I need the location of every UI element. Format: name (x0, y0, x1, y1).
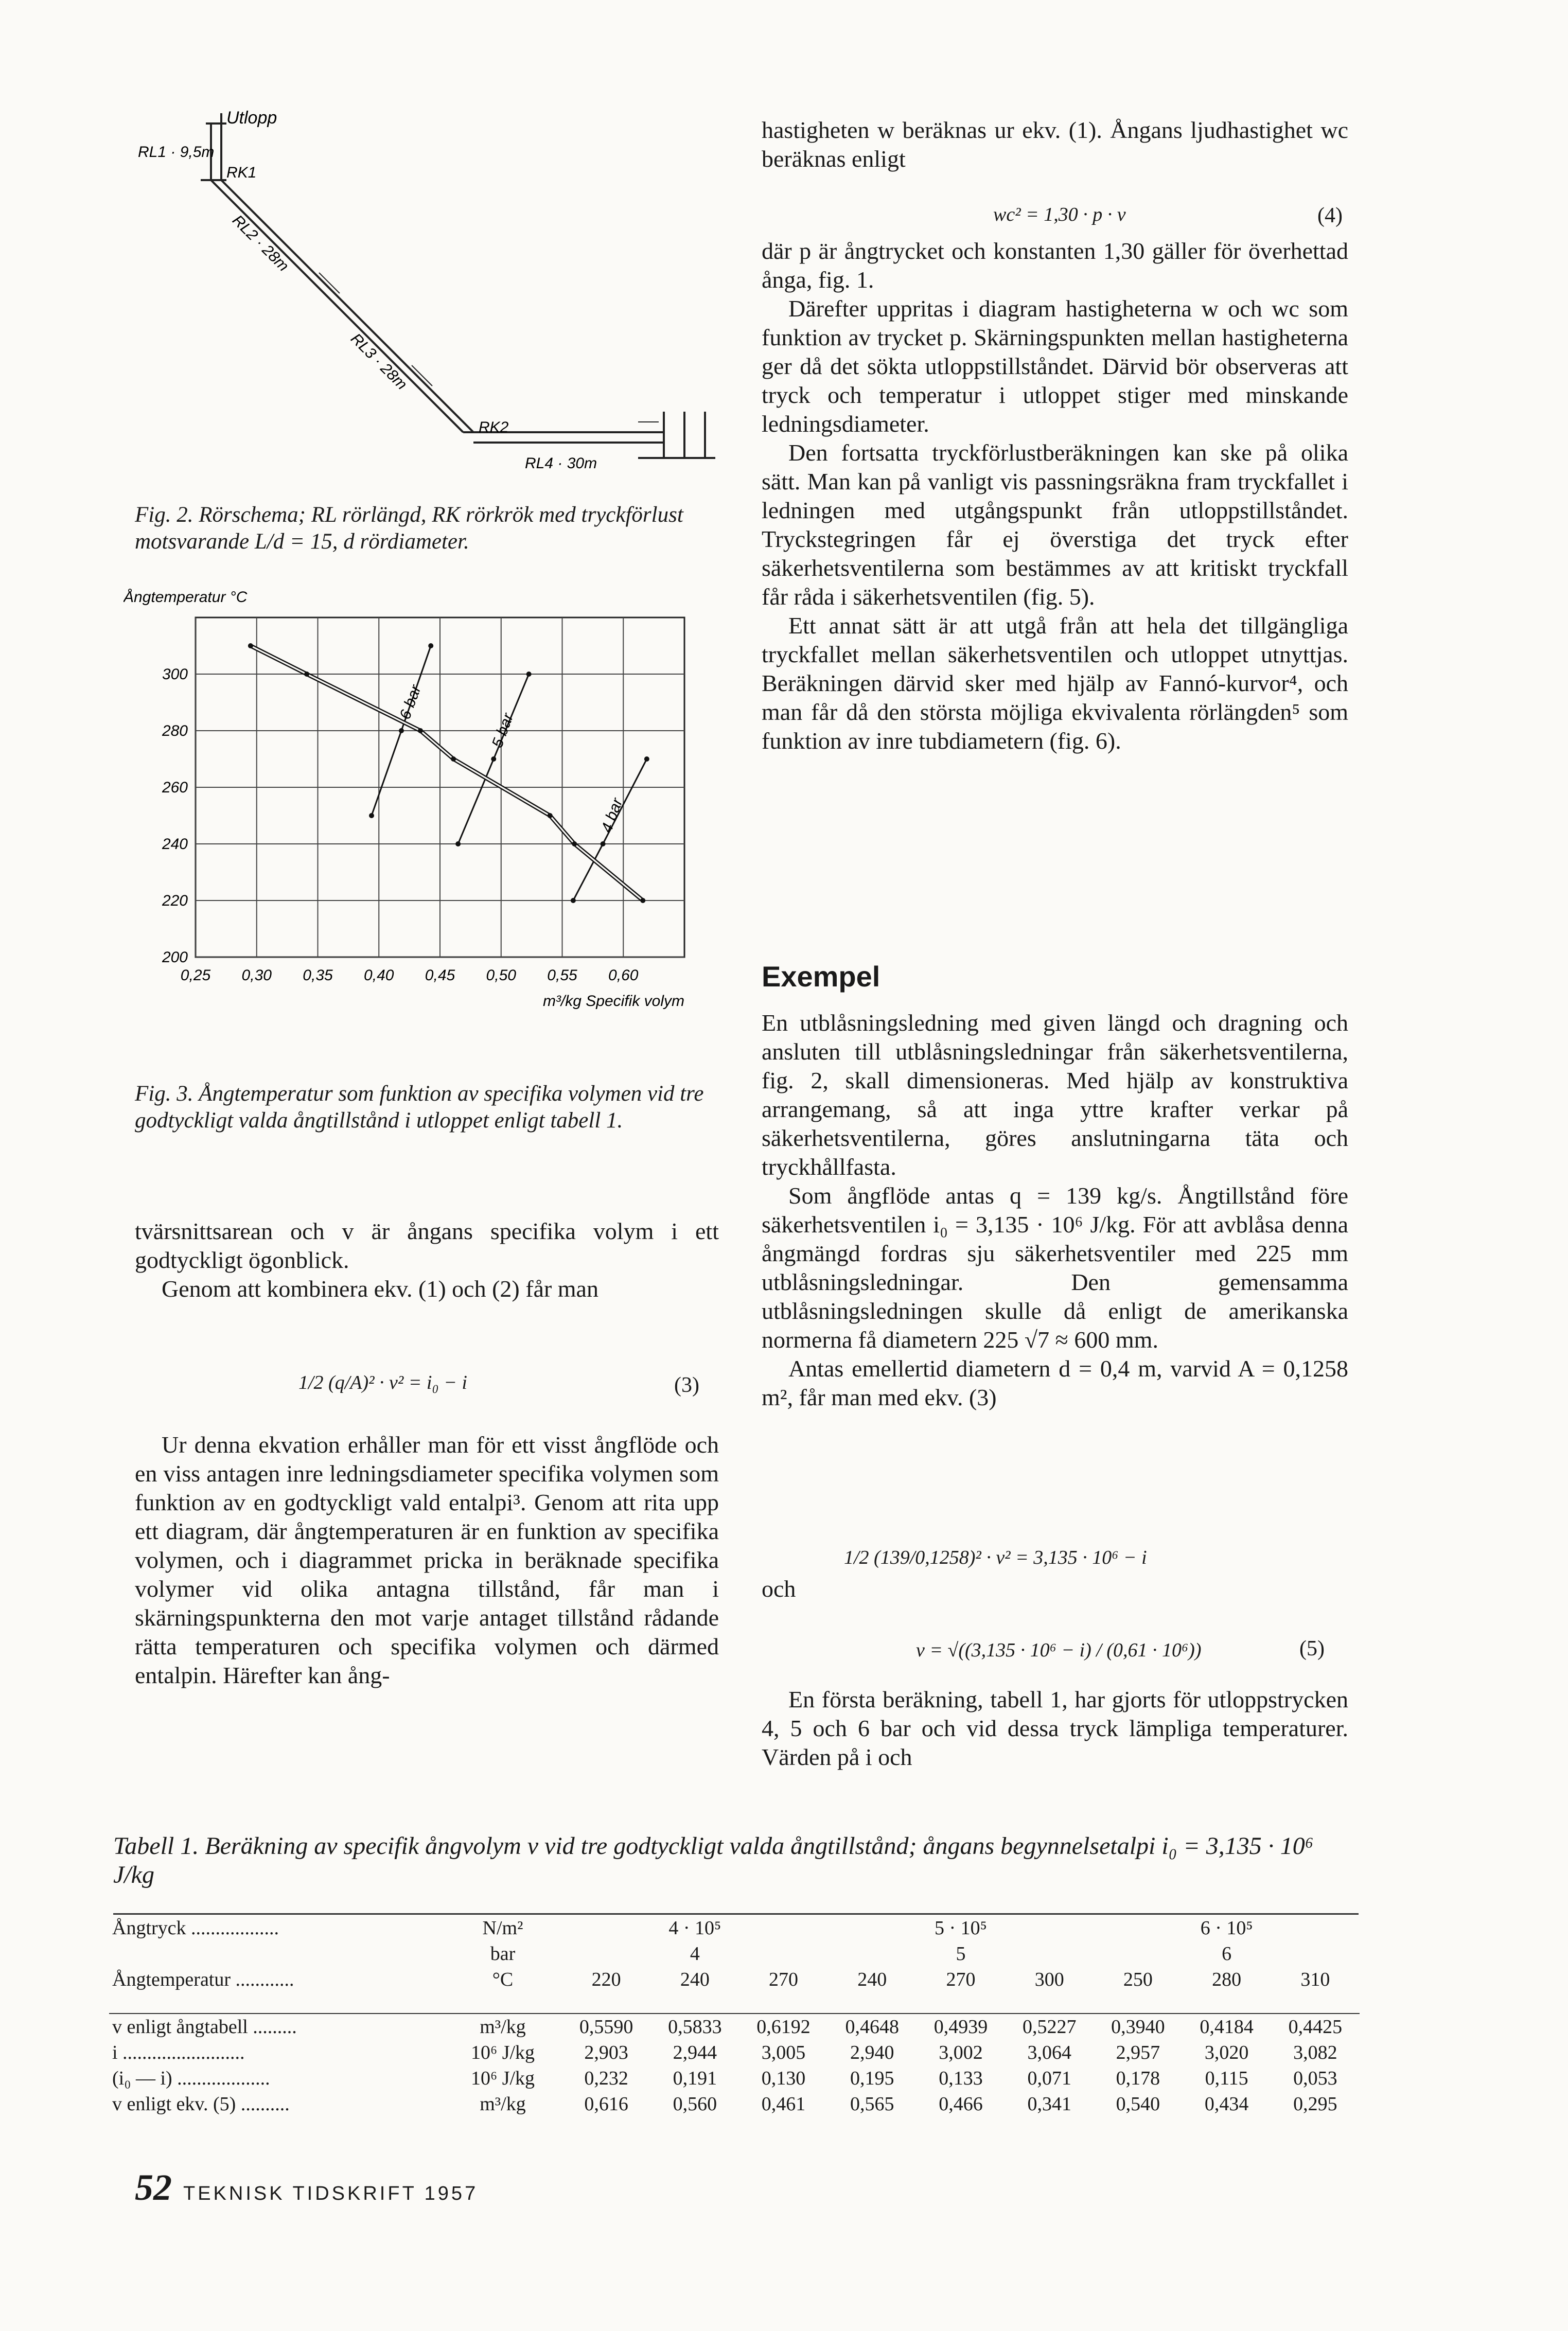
table-cell: 310 (1300, 1969, 1330, 1990)
right-paragraph-4: Den fortsatta tryckförlustberäkningen kan ske på olika sätt. Man kan på vanligt vis passningsräkna fram tryckfallet i ledningen med utgångspunkt från utloppstillståndet. Tryckstegringen får ej överstiga det tryck efter säkerhetsventilerna som bestämmes av att kritiskt tryckfall får råda i säkerhetsventilen (fig. 5). (762, 439, 1348, 610)
table-cell: 0,434 (1204, 2093, 1249, 2115)
table-cell: 5 · 10⁵ (935, 1917, 987, 1939)
data-point (526, 672, 532, 677)
table-cell: 2,957 (1116, 2042, 1160, 2063)
y-tick-label: 300 (162, 666, 188, 683)
table-cell: 3,020 (1204, 2042, 1249, 2063)
table-cell: 10⁶ J/kg (470, 2042, 535, 2063)
table-cell: 3,064 (1027, 2042, 1071, 2063)
x-tick-label: 0,45 (425, 967, 455, 984)
x-tick-label: 0,40 (364, 967, 394, 984)
series-line-ekv5-inner (251, 646, 643, 900)
fig2-label-rk2: RK2 (479, 419, 509, 436)
series-label: 4 bar (598, 796, 626, 835)
table-cell: 0,616 (584, 2093, 628, 2115)
table-cell: 0,178 (1116, 2068, 1160, 2089)
table-cell: 0,466 (939, 2093, 983, 2115)
data-point (304, 672, 309, 677)
data-point (491, 756, 496, 762)
fig2-label-utlopp: Utlopp (226, 108, 277, 128)
fig2-caption: Fig. 2. Rörschema; RL rörlängd, RK rörkrök med tryckförlust motsvarande L/d = 15, d rördiameter. (135, 503, 683, 554)
y-tick-label: 240 (162, 836, 188, 853)
table-cell: °C (492, 1969, 514, 1990)
data-point (248, 643, 253, 648)
table-cell: 6 · 10⁵ (1200, 1917, 1253, 1939)
right-och: och (762, 1576, 796, 1602)
table-cell: 0,071 (1027, 2068, 1071, 2089)
x-tick-label: 0,50 (486, 967, 516, 984)
equation-4-number: (4) (1317, 204, 1343, 227)
table-cell: v enligt ångtabell ......... (112, 2016, 297, 2038)
table-cell: 0,4184 (1200, 2016, 1254, 2038)
fig2-pipe-diagram (124, 103, 741, 515)
table-cell: 280 (1212, 1969, 1242, 1990)
equation-a: 1/2 (139/0,1258)² · v² = 3,135 · 10⁶ − i (844, 1547, 1147, 1568)
table-cell: m³/kg (480, 2093, 526, 2115)
series-label: 6 bar (396, 682, 425, 722)
data-point (451, 756, 456, 762)
x-tick-label: 0,60 (608, 967, 639, 984)
series-label: 5 bar (488, 711, 517, 750)
table-cell: Ångtryck .................. (112, 1917, 279, 1939)
page-number: 52 (135, 2167, 172, 2208)
table-cell: 0,461 (761, 2093, 806, 2115)
table-cell: 300 (1034, 1969, 1064, 1990)
table-cell: 0,5590 (579, 2016, 633, 2038)
table-cell: bar (490, 1943, 516, 1965)
table-cell: 0,540 (1116, 2093, 1160, 2115)
table-cell: 0,232 (584, 2068, 628, 2089)
data-point (572, 841, 577, 846)
table-cell: m³/kg (480, 2016, 526, 2038)
fig2-label-rk1: RK1 (226, 164, 257, 181)
table-cell: 0,6192 (756, 2016, 811, 2038)
table-cell: 5 (956, 1943, 966, 1965)
table-cell: 2,944 (673, 2042, 717, 2063)
table-cell: 0,4939 (933, 2016, 988, 2038)
data-point (455, 841, 461, 846)
y-tick-label: 260 (162, 779, 188, 796)
table-cell: 0,4648 (845, 2016, 900, 2038)
table-cell: 0,3940 (1111, 2016, 1165, 2038)
table-cell: 220 (591, 1969, 621, 1990)
table-row (109, 1967, 1360, 1992)
y-tick-label: 200 (162, 949, 188, 966)
table-cell: 0,195 (850, 2068, 894, 2089)
x-tick-label: 0,25 (180, 967, 211, 984)
left-paragraph-3: Ur denna ekvation erhåller man för ett visst ångflöde och en viss antagen inre ledningsdiameter specifika volymen som funktion av en godtyckligt vald entalpi³. Genom att rita upp ett diagram, där ångtemperaturen är en funktion av specifika volymen, och i diagrammet pricka in beräknade specifika volymer vid olika antagna tillstånd, får man i skärningspunkterna den mot varje antaget tillstånd rådande rätta temperaturen och specifika volymen och därmed entalpin. Härefter kan ång- (135, 1432, 719, 1688)
table-cell: 0,133 (939, 2068, 983, 2089)
equation-3-number: (3) (674, 1373, 699, 1397)
fig3-chart (124, 576, 741, 1070)
x-tick-label: 0,30 (241, 967, 272, 984)
y-axis-label: Ångtemperatur °C (124, 589, 248, 606)
table-cell: 0,130 (761, 2068, 806, 2089)
x-tick-label: 0,35 (303, 967, 333, 984)
table-cell: 0,053 (1293, 2068, 1337, 2089)
data-point (640, 898, 645, 903)
y-tick-label: 280 (162, 722, 188, 739)
table-cell: 10⁶ J/kg (470, 2068, 535, 2089)
table-cell: 0,341 (1027, 2093, 1071, 2115)
table-cell: 6 (1222, 1943, 1232, 1965)
right-paragraph-5: Ett annat sätt är att utgå från att hela det tillgängliga tryckfallet mellan säkerhetsventilen och utloppet utnyttjas. Beräkningen därvid sker med hjälp av Fannó-kurvor⁴, och man får då den största möjliga ekvivalenta rörlängden⁵ som funktion av inre tubdiametern (fig. 6). (762, 612, 1348, 754)
table-row (109, 1915, 1360, 1941)
table-cell: 0,560 (673, 2093, 717, 2115)
table-cell: 4 · 10⁵ (668, 1917, 721, 1939)
table-row (109, 2040, 1360, 2065)
table-cell: N/m² (482, 1917, 523, 1939)
table-row (109, 1941, 1360, 1967)
footer (135, 2166, 478, 2209)
data-point (418, 728, 423, 733)
table-cell: 240 (680, 1969, 710, 1990)
table1-caption: Tabell 1. Beräkning av specifik ångvolym v vid tre godtyckligt valda ångtillstånd; ångans begynnelsetalpi i₀ = 3,135 · 10⁶ J/kg (113, 1832, 1314, 1888)
data-point (548, 813, 553, 818)
table1 (109, 1915, 1360, 2117)
table-cell: 2,940 (850, 2042, 894, 2063)
table-cell: v enligt ekv. (5) .......... (112, 2093, 290, 2115)
fig3-caption: Fig. 3. Ångtemperatur som funktion av specifika volymen vid tre godtyckligt valda ångtillstånd i utloppet enligt tabell 1. (135, 1082, 704, 1133)
right-paragraph-7: Som ångflöde antas q = 139 kg/s. Ångtillstånd före säkerhetsventilen i₀ = 3,135 · 10⁶ J/kg. För att avblåsa denna ångmängd fordras sju säkerhetsventiler med 225 mm utblåsningsledningar. Den gemensamma utblåsningsledningen skulle då enligt de amerikanska normerna få diametern 225 √7 ≈ 600 mm. (762, 1182, 1348, 1353)
table-cell: 240 (857, 1969, 887, 1990)
table-cell: 250 (1123, 1969, 1153, 1990)
data-point (369, 813, 374, 818)
table-cell: Ångtemperatur ............ (112, 1969, 294, 1990)
fig2-label-rl1: RL1 · 9,5m (138, 144, 215, 161)
table-cell: i ......................... (112, 2042, 245, 2063)
table-cell: 4 (690, 1943, 700, 1965)
equation-3: 1/2 (q/A)² · v² = i₀ − i (298, 1372, 467, 1393)
table-cell: 0,5227 (1022, 2016, 1077, 2038)
table-row (109, 2014, 1360, 2040)
right-paragraph-2: där p är ångtrycket och konstanten 1,30 gäller för överhettad ånga, fig. 1. (762, 238, 1348, 293)
equation-5-number: (5) (1299, 1637, 1325, 1661)
x-tick-label: 0,55 (547, 967, 577, 984)
data-point (601, 841, 606, 846)
table-cell: 270 (769, 1969, 799, 1990)
left-paragraph-2: Genom att kombinera ekv. (1) och (2) får man (162, 1276, 598, 1302)
table-row (109, 2065, 1360, 2091)
journal-name: TEKNISK TIDSKRIFT 1957 (183, 2183, 479, 2204)
data-point (644, 756, 649, 762)
fig2-label-rl4: RL4 · 30m (525, 455, 597, 472)
table-cell: 3,002 (939, 2042, 983, 2063)
table1-top-rule (113, 1913, 1359, 1915)
y-tick-label: 220 (162, 892, 188, 909)
table-cell: 0,5833 (668, 2016, 722, 2038)
table-cell: 0,4425 (1288, 2016, 1343, 2038)
right-paragraph-1: hastigheten w beräknas ur ekv. (1). Ångans ljudhastighet wc beräknas enligt (762, 117, 1348, 172)
table-cell: 270 (946, 1969, 976, 1990)
right-paragraph-3: Därefter uppritas i diagram hastigheterna w och wc som funktion av trycket p. Skärningspunkten mellan hastigheterna ger då det sökta utloppstillståndet. Därvid bör observeras att tryck och temperatur i utloppet stiger med minskande ledningsdiameter. (762, 295, 1348, 437)
equation-5: v = √((3,135 · 10⁶ − i) / (0,61 · 10⁶)) (916, 1639, 1202, 1661)
table-cell: 3,082 (1293, 2042, 1337, 2063)
x-axis-label: m³/kg Specifik volym (542, 993, 684, 1010)
section-heading-exempel: Exempel (762, 960, 880, 993)
fig2-label-rl2: RL2 · 28m (229, 211, 292, 275)
data-point (571, 898, 576, 903)
table-cell: 2,903 (584, 2042, 628, 2063)
right-paragraph-6: En utblåsningsledning med given längd och dragning och ansluten till utblåsningsledningar från säkerhetsventilerna, fig. 2, skall dimensioneras. Med hjälp av konstruktiva arrangemang, så att inga yttre krafter verkar på säkerhetsventilerna, göres anslutningarna täta och tryckhållfasta. (762, 1010, 1348, 1180)
right-paragraph-9: En första beräkning, tabell 1, har gjorts för utloppstrycken 4, 5 och 6 bar och vid dessa tryck lämpliga temperaturer. Värden på i och (762, 1686, 1348, 1770)
table-cell: (i₀ — i) ................... (112, 2068, 270, 2089)
right-paragraph-8: Antas emellertid diametern d = 0,4 m, varvid A = 0,1258 m², får man med ekv. (3) (762, 1355, 1348, 1410)
left-paragraph-1: tvärsnittsarean och v är ångans specifika volym i ett godtyckligt ögonblick. (135, 1218, 719, 1273)
fig2-label-rl3: RL3 · 28m (347, 330, 411, 393)
table-row (109, 2091, 1360, 2117)
series-line-ekv5 (251, 646, 643, 900)
equation-4: wc² = 1,30 · p · v (993, 204, 1126, 225)
data-point (399, 728, 404, 733)
table-cell: 0,565 (850, 2093, 894, 2115)
table-cell: 0,115 (1205, 2068, 1248, 2089)
data-point (428, 643, 433, 648)
table-cell: 3,005 (761, 2042, 806, 2063)
table-cell: 0,191 (673, 2068, 717, 2089)
table-cell: 0,295 (1293, 2093, 1337, 2115)
